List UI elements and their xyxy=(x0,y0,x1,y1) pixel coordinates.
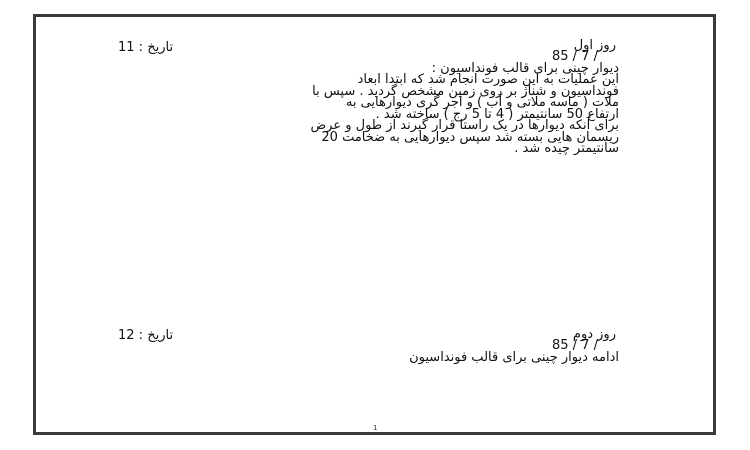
day2-line: ادامه دیوار چینی برای قالب فونداسیون xyxy=(409,350,619,365)
day1-line: این عملیات به این صورت انجام شد که ابتدا ابعاد xyxy=(357,72,619,87)
day1-line: ملات ( ماسه ملاتی و آب ) و آجر گری دیوارهایی به xyxy=(345,95,619,110)
day1-line: سانتیمتر چیده شد . xyxy=(514,141,619,156)
document-page xyxy=(33,14,716,435)
day1-heading: روز اول xyxy=(573,38,616,53)
day2-heading: روز دوم xyxy=(572,327,616,342)
day1-line: ریسمان هایی بسته شد سپس دیوارهایی به ضخامت 20 xyxy=(321,130,619,145)
page-number: 1 xyxy=(373,424,378,432)
day1-line: برای آنکه دیوارها در یک راستا قرار گیرند از طول و عرض xyxy=(310,118,619,133)
day2-date-label: تاریخ : 12 xyxy=(118,328,174,343)
day1-date-value: / 7 / 85 xyxy=(552,49,598,64)
day2-date-value: / 7 / 85 xyxy=(552,338,598,353)
day1-line: دیوار چینی برای قالب فونداسیون : xyxy=(431,61,619,76)
day1-date-label: تاریخ : 11 xyxy=(118,40,174,55)
day1-line: ارتفاع 50 سانتیمتر ( 4 تا 5 رج ) ساخته شد . xyxy=(375,107,619,122)
day1-line: فونداسیون و شناژ بر روی زمین مشخص گردید . سپس با xyxy=(312,84,619,99)
